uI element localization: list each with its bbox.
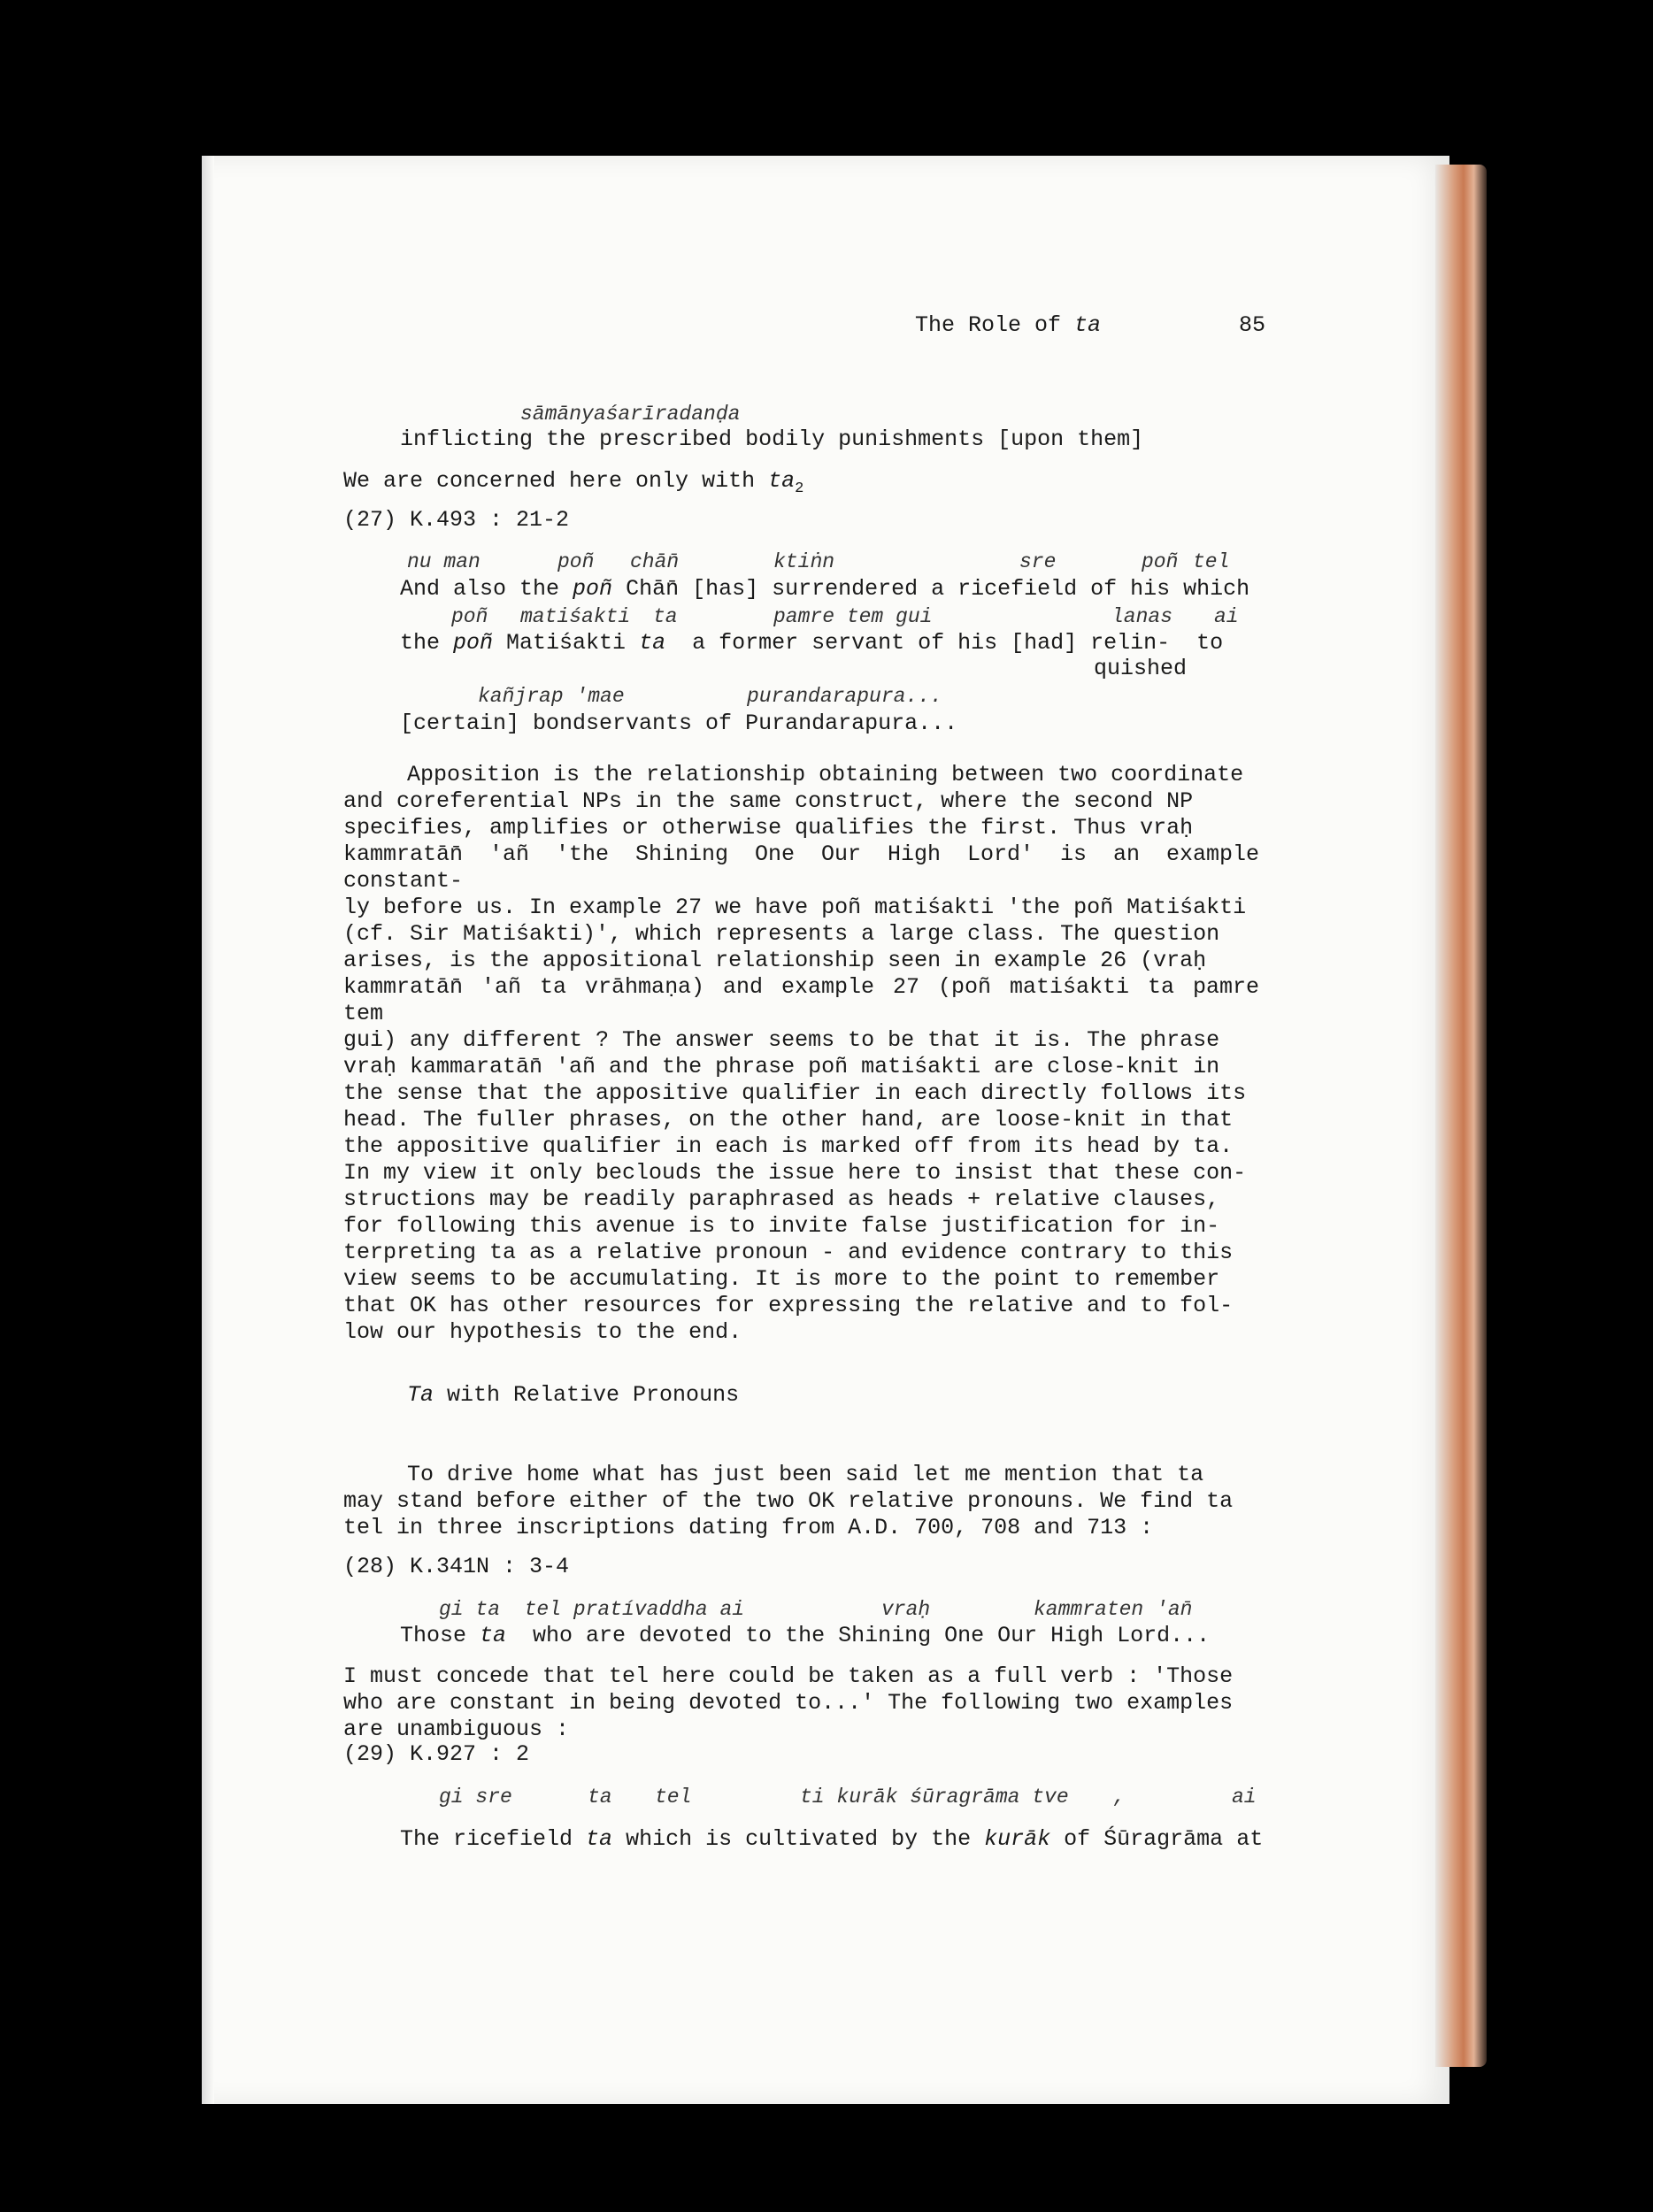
section-heading: Ta with Relative Pronouns [407,1382,740,1408]
gloss-word: ta [653,605,678,628]
apposition-paragraph [343,762,1259,1346]
gloss-word: gi ta tel pratívaddha ai [439,1598,745,1621]
gloss-word: poñ [451,605,488,628]
text-line: specifies, amplifies or otherwise qualifies the first. Thus vraḥ [343,815,1194,841]
gloss-line: sāmānyaśarīradanḍa [520,403,741,426]
running-header: The Role of ta [915,312,1102,338]
gloss-word: purandarapura... [747,685,942,708]
gloss-word: ktiṅn [773,550,835,573]
gloss-word: ai [1232,1786,1257,1809]
gloss-word: nu man [407,550,481,573]
text-line: may stand before either of the two OK relative pronouns. We find ta [343,1488,1234,1514]
gloss-word: lanas [1111,605,1173,628]
translation-line: The ricefield ta which is cultivated by the kurāk of Śūragrāma at [400,1826,1264,1852]
example-label: (28) K.341N : 3-4 [343,1554,570,1579]
gloss-word: kañjrap 'mae [478,685,625,708]
gloss-word: ti kurāk śūragrāma tve [800,1786,1069,1809]
text-line: the sense that the appositive qualifier in each directly follows its [343,1080,1247,1106]
text-line: kammratān̄ 'añ ta vrāhmaṇa) and example 27 (poñ matiśakti ta pamre tem [343,974,1259,1026]
text-line: that OK has other resources for expressing the relative and to fol- [343,1293,1234,1318]
text-line: tel in three inscriptions dating from A.D. 700, 708 and 713 : [343,1515,1154,1540]
page-gutter [202,156,214,2104]
text-line: (cf. Sir Matiśakti)', which represents a large class. The question [343,921,1220,947]
text-line: In my view it only beclouds the issue here to insist that these con- [343,1160,1247,1186]
gloss-word: ta [588,1786,612,1809]
text-line: terpreting ta as a relative pronoun - and evidence contrary to this [343,1240,1234,1265]
text-line: and coreferential NPs in the same construct, where the second NP [343,788,1194,814]
translation-line: Those ta who are devoted to the Shining One Our High Lord... [400,1623,1211,1648]
text-line: structions may be readily paraphrased as heads + relative clauses, [343,1187,1220,1212]
text-line: gui) any different ? The answer seems to be that it is. The phrase [343,1027,1220,1053]
translation-line: inflicting the prescribed bodily punishments [upon them] [400,426,1144,452]
text-line: kammratān̄ 'añ 'the Shining One Our High Lord' is an example constant- [343,841,1259,894]
text-line: head. The fuller phrases, on the other hand, are loose-knit in that [343,1107,1234,1133]
text-line: Apposition is the relationship obtaining between two coordinate [407,762,1244,787]
text-line: are unambiguous : [343,1717,570,1742]
gloss-word: kammraten 'an̄ [1034,1598,1193,1621]
text-line: arises, is the appositional relationship seen in example 26 (vraḥ [343,948,1207,973]
text-line: ly before us. In example 27 we have poñ matiśakti 'the poñ Matiśakti [343,895,1247,920]
gloss-word: vraḥ [881,1598,931,1621]
text-line: vraḥ kammaratān̄ 'añ and the phrase poñ matiśakti are close-knit in [343,1054,1220,1079]
gloss-word: poñ [1142,550,1179,573]
concern-line: We are concerned here only with $ta_2$ [343,468,804,497]
text-line: I must concede that tel here could be taken as a full verb : 'Those [343,1663,1234,1689]
translation-wrap: quished [1094,656,1188,681]
gloss-word: sre [1019,550,1057,573]
drive-paragraph [343,1462,1259,1541]
translation-line: the poñ Matiśakti ta a former servant of his [had] relin- to [400,630,1224,656]
translation-line: And also the poñ Chān̄ [has] surrendered a ricefield of his which [400,576,1250,602]
text-line: for following this avenue is to invite false justification for in- [343,1213,1220,1239]
text-line: the appositive qualifier in each is marked off from its head by ta. [343,1133,1234,1159]
gloss-word: pamre tem gui [773,605,933,628]
example-label: (27) K.493 : 21-2 [343,507,570,533]
example-label: (29) K.927 : 2 [343,1741,530,1767]
text-line: view seems to be accumulating. It is more to the point to remember [343,1266,1220,1292]
translation-line: [certain] bondservants of Purandarapura... [400,710,958,736]
page-stack-edge [1435,165,1487,2067]
gloss-word: poñ [557,550,595,573]
text-line: who are constant in being devoted to...' The following two examples [343,1690,1234,1716]
gloss-word: , [1113,1786,1126,1809]
text-line: To drive home what has just been said let me mention that ta [407,1462,1204,1487]
gloss-word: matiśakti [520,605,631,628]
concede-paragraph [343,1663,1259,1743]
gloss-word: tel [655,1786,692,1809]
gloss-word: gi sre [439,1786,512,1809]
page-number: 85 [1239,312,1266,338]
gloss-word: ai [1214,605,1239,628]
text-line: low our hypothesis to the end. [343,1319,742,1345]
gloss-word: tel [1193,550,1230,573]
gloss-word: chān̄ [630,550,680,573]
